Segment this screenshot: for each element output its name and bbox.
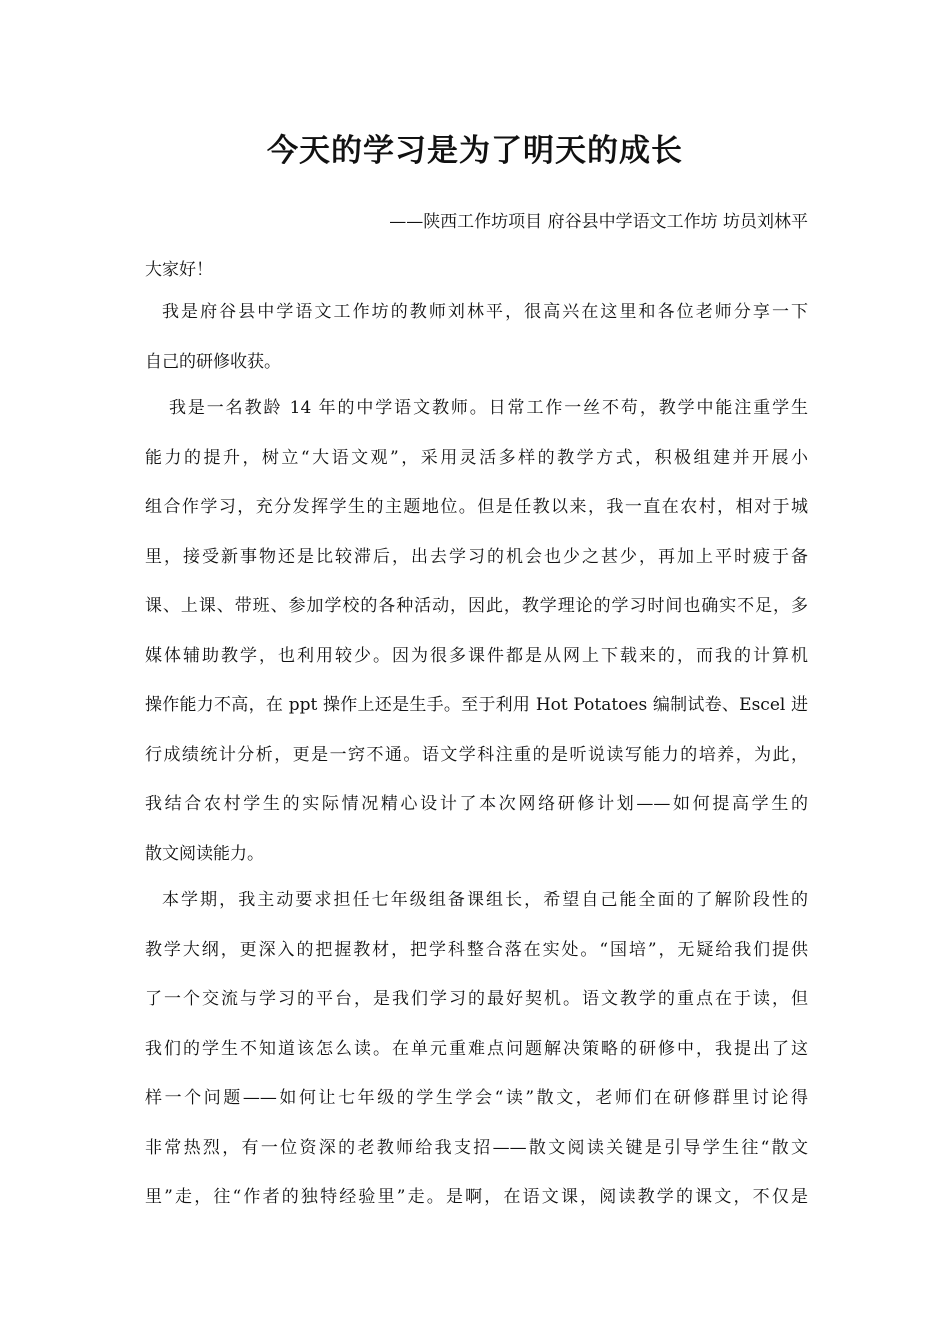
paragraph-2-line-2: 能力的提升，树立“大语文观”，采用灵活多样的教学方式，积极组建并开展小 — [145, 448, 808, 468]
author-byline: ——陕西工作坊项目 府谷县中学语文工作坊 坊员刘林平 — [389, 212, 808, 232]
paragraph-2-line-8: 行成绩统计分析，更是一窍不通。语文学科注重的是听说读写能力的培养，为此， — [145, 745, 808, 765]
paragraph-2-line-6: 媒体辅助教学，也利用较少。因为很多课件都是从网上下载来的，而我的计算机 — [145, 646, 808, 666]
paragraph-3-line-5: 样一个问题——如何让七年级的学生学会“读”散文，老师们在研修群里讨论得 — [145, 1088, 808, 1108]
paragraph-2-line-3: 组合作学习，充分发挥学生的主题地位。但是任教以来，我一直在农村，相对于城 — [145, 497, 808, 517]
paragraph-3-line-4: 我们的学生不知道该怎么读。在单元重难点问题解决策略的研修中，我提出了这 — [145, 1039, 808, 1059]
paragraph-3-line-1: 本学期，我主动要求担任七年级组备课组长，希望自己能全面的了解阶段性的 — [162, 890, 808, 910]
paragraph-3-line-3: 了一个交流与学习的平台，是我们学习的最好契机。语文教学的重点在于读，但 — [145, 989, 808, 1009]
paragraph-2-line-9: 我结合农村学生的实际情况精心设计了本次网络研修计划——如何提高学生的 — [145, 794, 808, 814]
paragraph-1-line-1: 我是府谷县中学语文工作坊的教师刘林平，很高兴在这里和各位老师分享一下 — [162, 302, 808, 322]
document-title: 今天的学习是为了明天的成长 — [267, 133, 683, 169]
paragraph-2-line-5: 课、上课、带班、参加学校的各种活动，因此，教学理论的学习时间也确实不足，多 — [145, 596, 808, 616]
paragraph-2-line-7: 操作能力不高，在 ppt 操作上还是生手。至于利用 Hot Potatoes 编制试卷、Escel 进 — [145, 695, 808, 715]
paragraph-3-line-7: 里”走，往“作者的独特经验里”走。是啊，在语文课，阅读教学的课文，不仅是 — [145, 1187, 808, 1207]
paragraph-3-line-2: 教学大纲，更深入的把握教材，把学科整合落在实处。“国培”，无疑给我们提供 — [145, 940, 808, 960]
paragraph-2-line-4: 里，接受新事物还是比较滞后，出去学习的机会也少之甚少，再加上平时疲于备 — [145, 547, 808, 567]
paragraph-3-line-6: 非常热烈，有一位资深的老教师给我支招——散文阅读关键是引导学生往“散文 — [145, 1138, 808, 1158]
paragraph-1-line-2: 自己的研修收获。 — [145, 352, 281, 372]
paragraph-2-line-1: 我是一名教龄 14 年的中学语文教师。日常工作一丝不苟，教学中能注重学生 — [169, 398, 808, 418]
greeting: 大家好！ — [145, 260, 213, 280]
paragraph-2-line-10: 散文阅读能力。 — [145, 844, 264, 864]
